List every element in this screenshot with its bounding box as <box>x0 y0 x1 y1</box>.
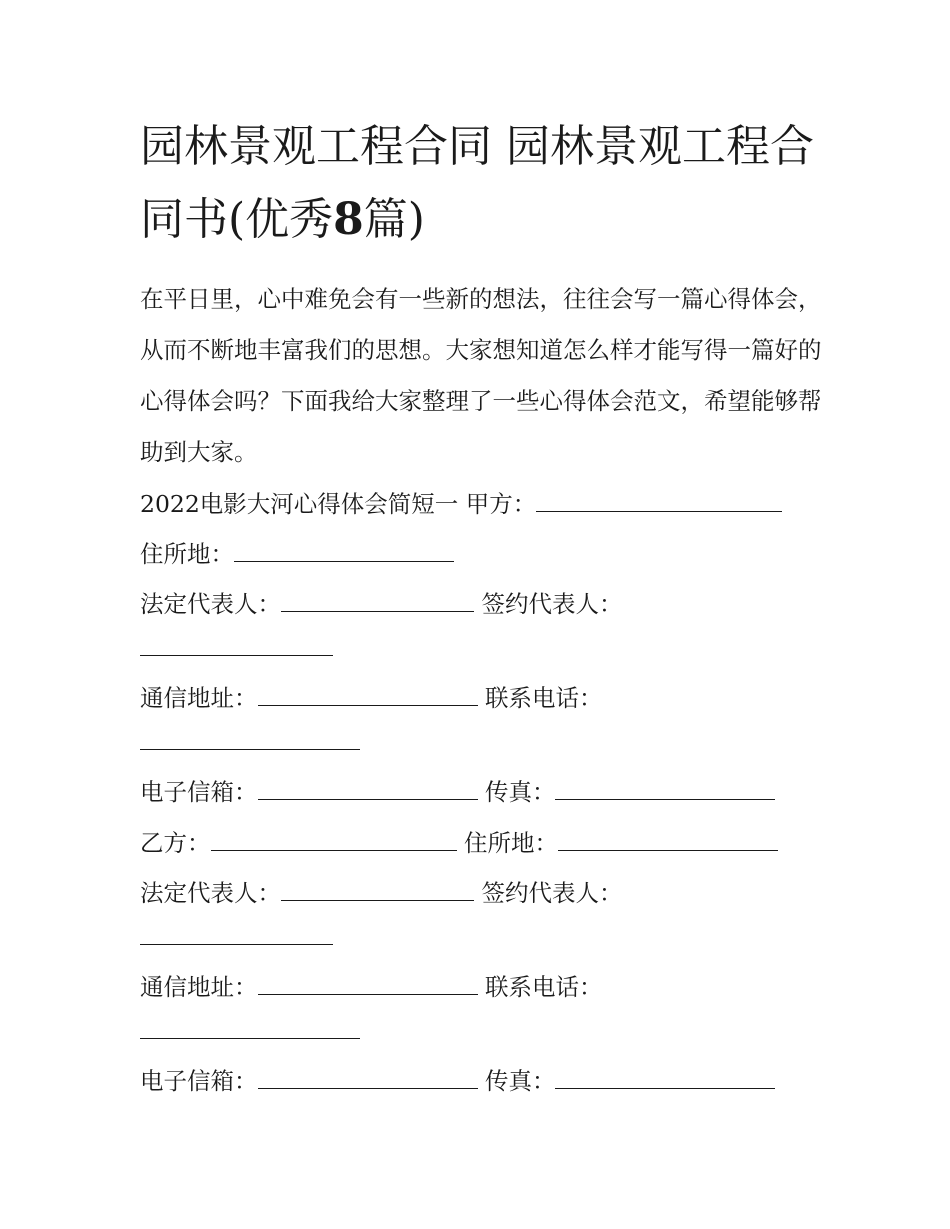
legal-rep-label: 法定代表人： <box>140 590 281 618</box>
party-b-address-label: 通信地址： <box>140 973 258 1001</box>
party-a-label: 2022电影大河心得体会简短一 甲方： <box>140 490 537 518</box>
fax-blank[interactable] <box>555 777 775 800</box>
party-b-signing-rep-blank-line <box>140 922 333 952</box>
party-a-email-line <box>140 777 775 807</box>
document-title <box>140 110 840 256</box>
party-b-email-line <box>140 1066 775 1096</box>
party-b-fax-label: 传真： <box>484 1067 556 1095</box>
party-b-legal-rep-label: 法定代表人： <box>140 879 281 907</box>
phone-blank[interactable] <box>140 727 360 750</box>
address-blank[interactable] <box>258 683 478 706</box>
title-text-part2: 篇) <box>363 194 425 245</box>
party-b-phone-blank-line <box>140 1016 360 1046</box>
party-b-address-line <box>140 972 602 1002</box>
party-b-signing-rep-label: 签约代表人： <box>481 879 623 907</box>
party-b-legal-rep-line <box>140 878 622 908</box>
signing-rep-blank[interactable] <box>140 633 333 656</box>
phone-label: 联系电话： <box>484 684 603 712</box>
party-b-signing-rep-blank[interactable] <box>140 922 333 945</box>
party-b-residence-blank[interactable] <box>558 828 778 851</box>
party-b-legal-rep-blank[interactable] <box>281 878 474 901</box>
party-b-address-blank[interactable] <box>258 972 478 995</box>
party-a-line <box>140 489 782 519</box>
email-label: 电子信箱： <box>140 778 258 806</box>
signing-rep-label: 签约代表人： <box>481 590 623 618</box>
party-b-residence-label: 住所地： <box>463 829 558 857</box>
residence-label: 住所地： <box>140 540 234 568</box>
party-b-fax-blank[interactable] <box>555 1066 775 1089</box>
party-a-residence-line <box>140 539 454 569</box>
party-b-blank[interactable] <box>211 828 457 851</box>
party-b-phone-label: 联系电话： <box>484 973 603 1001</box>
email-blank[interactable] <box>258 777 478 800</box>
legal-rep-blank[interactable] <box>281 589 474 612</box>
party-a-signing-rep-blank-line <box>140 633 333 663</box>
party-b-phone-blank[interactable] <box>140 1016 360 1039</box>
party-b-line <box>140 828 778 858</box>
party-b-email-label: 电子信箱： <box>140 1067 258 1095</box>
party-b-email-blank[interactable] <box>258 1066 478 1089</box>
party-a-phone-blank-line <box>140 727 360 757</box>
title-number: 8 <box>333 194 364 245</box>
intro-paragraph: 在平日里，心中难免会有一些新的想法，往往会写一篇心得体会，从而不断地丰富我们的思想。大家想知道怎么样才能写得一篇好的心得体会吗？下面我给大家整理了一些心得体会范文，希望能够帮助到大家。 <box>140 285 822 466</box>
party-a-legal-rep-line <box>140 589 622 619</box>
address-label: 通信地址： <box>140 684 258 712</box>
title-text-part1: 园林景观工程合同 园林景观工程合同书(优秀 <box>140 121 814 245</box>
fax-label: 传真： <box>484 778 556 806</box>
party-b-label: 乙方： <box>140 829 211 857</box>
party-a-blank[interactable] <box>536 489 782 512</box>
residence-blank[interactable] <box>234 539 454 562</box>
party-a-address-line <box>140 683 602 713</box>
